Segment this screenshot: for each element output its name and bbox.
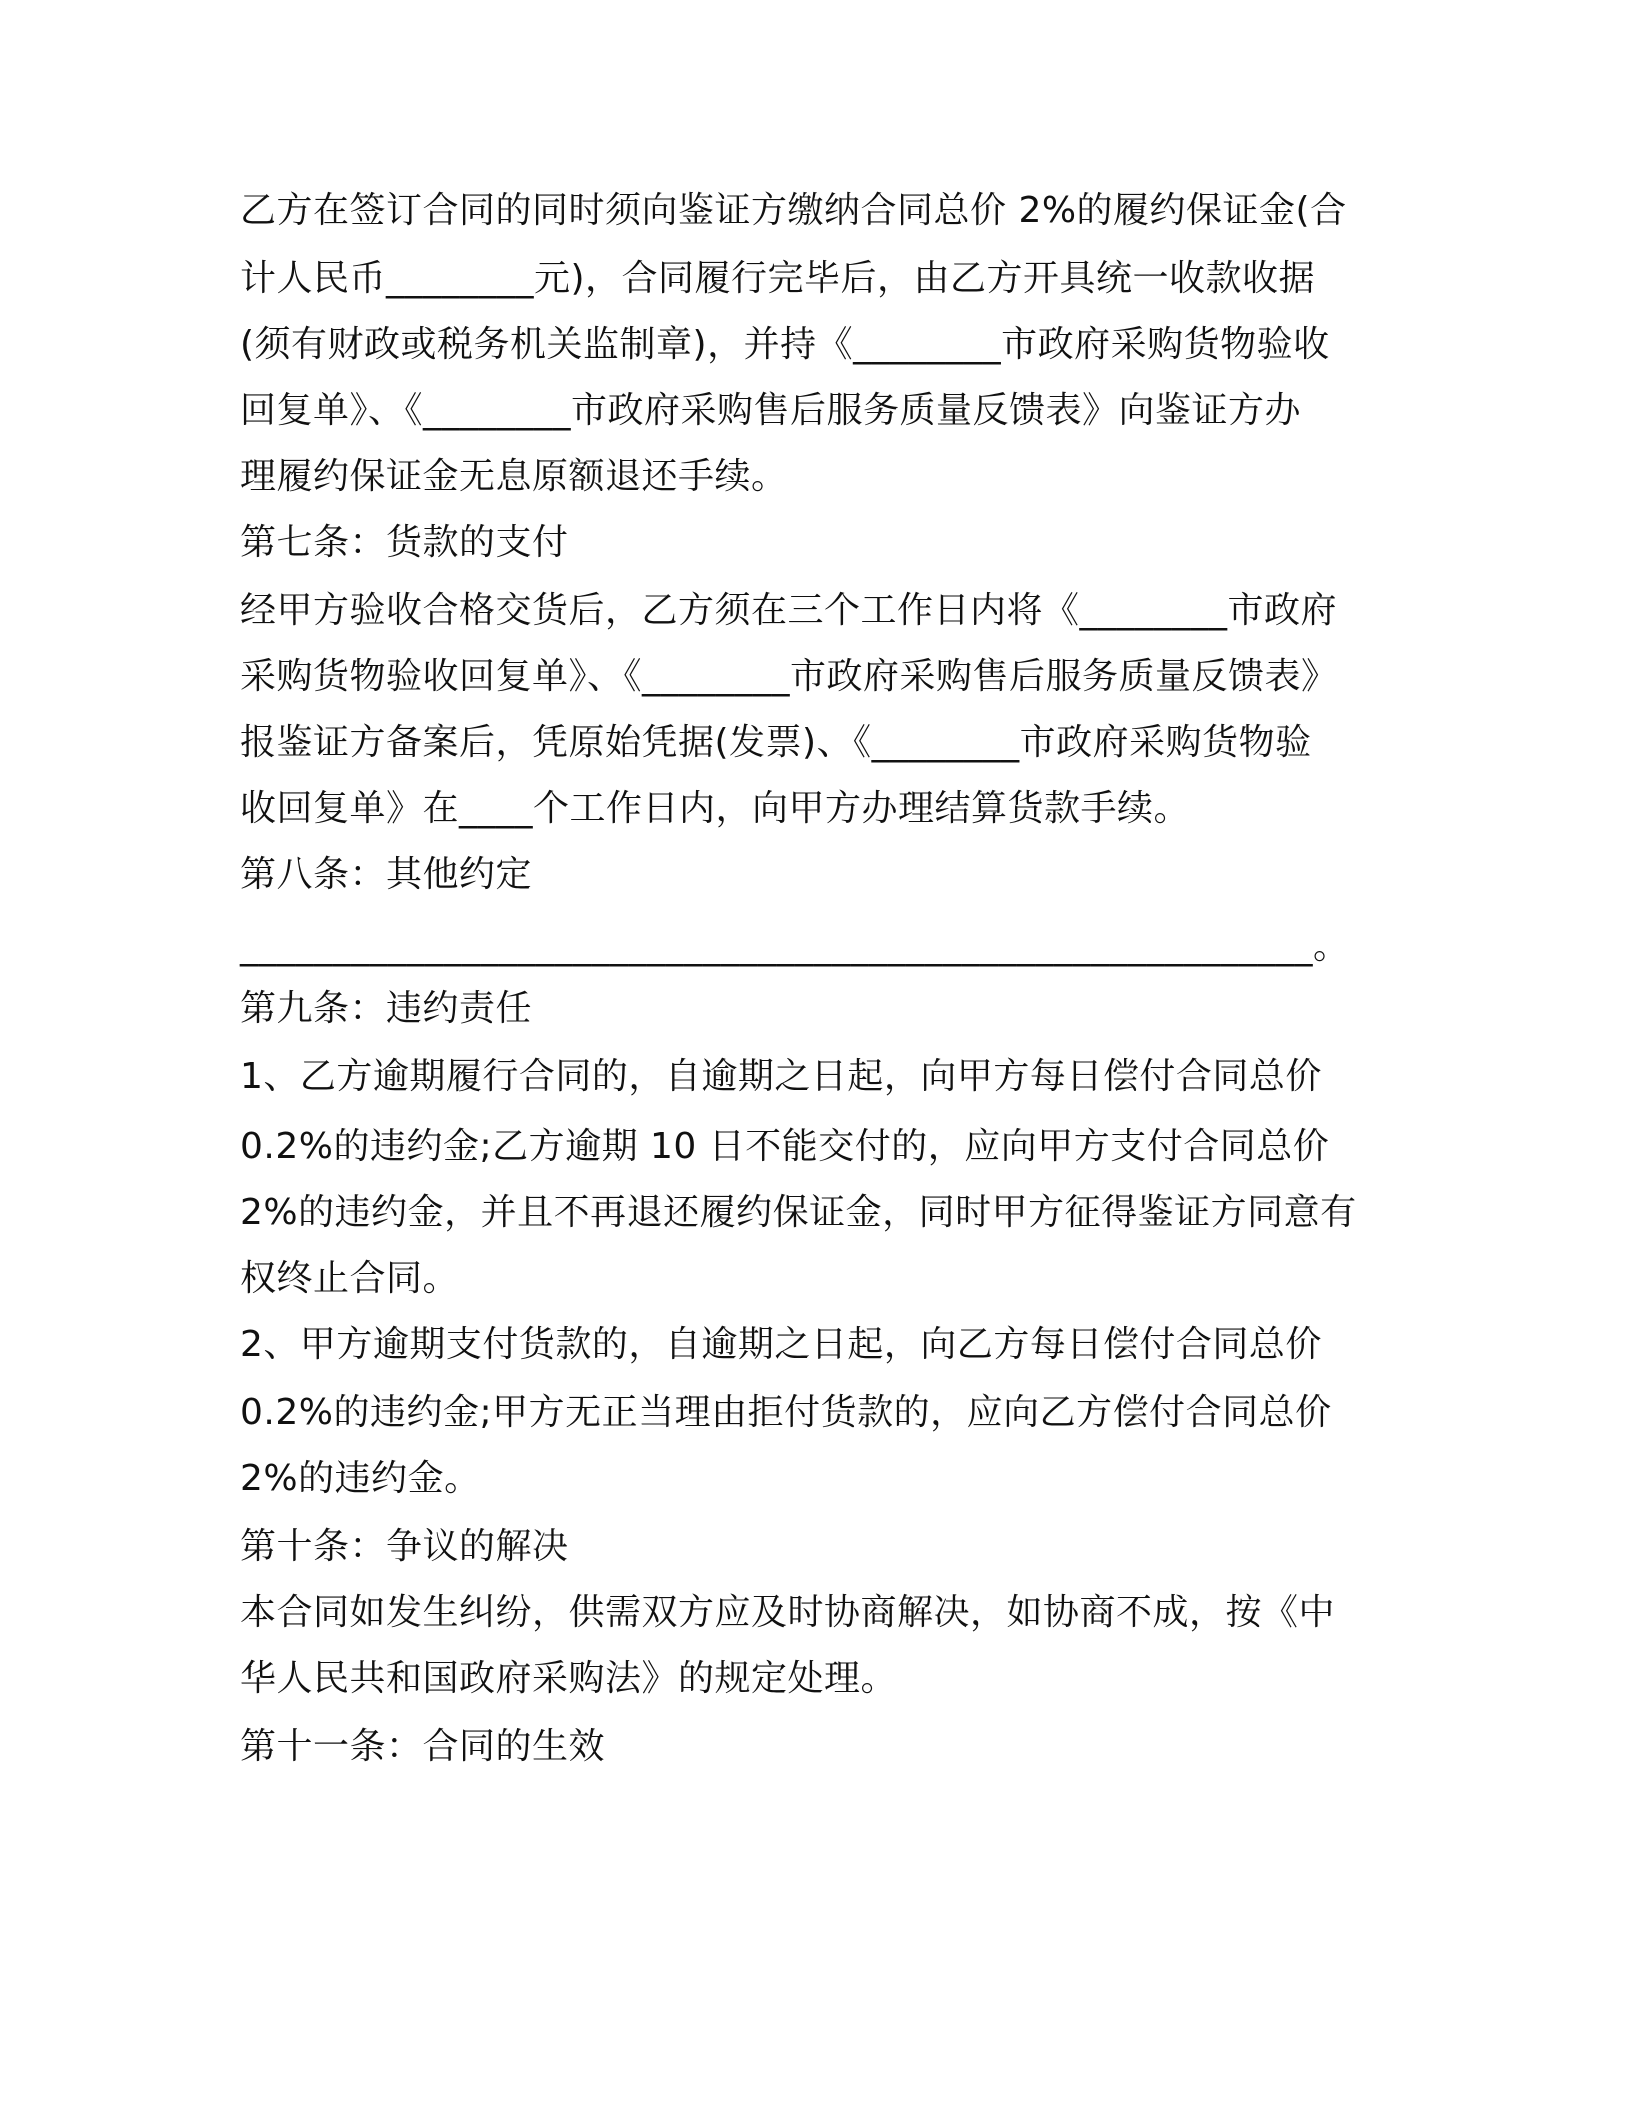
body-text-line: 2%的违约金。 bbox=[240, 1458, 481, 1499]
body-text-line: 2、甲方逾期支付货款的，自逾期之日起，向乙方每日偿付合同总价 bbox=[240, 1324, 1322, 1365]
body-text-line: 2%的违约金，并且不再退还履约保证金，同时甲方征得鉴证方同意有 bbox=[240, 1192, 1357, 1233]
body-text-line: 理履约保证金无息原额退还手续。 bbox=[240, 456, 788, 497]
body-text-line: 计人民币________元)，合同履行完毕后，由乙方开具统一收款收据 bbox=[240, 258, 1316, 299]
section-heading: 第十一条：合同的生效 bbox=[240, 1726, 606, 1767]
body-text-line: 权终止合同。 bbox=[240, 1258, 460, 1299]
blank-fill-line: __________________________________________________________。 bbox=[240, 926, 1350, 967]
body-text-line: 0.2%的违约金;甲方无正当理由拒付货款的，应向乙方偿付合同总价 bbox=[240, 1392, 1332, 1433]
body-text-line: 收回复单》在____个工作日内，向甲方办理结算货款手续。 bbox=[240, 788, 1191, 829]
section-heading: 第十条：争议的解决 bbox=[240, 1526, 569, 1567]
body-text-line: (须有财政或税务机关监制章)，并持《________市政府采购货物验收 bbox=[240, 324, 1330, 365]
section-heading: 第八条：其他约定 bbox=[240, 854, 533, 895]
body-text-line: 乙方在签订合同的同时须向鉴证方缴纳合同总价 2%的履约保证金(合 bbox=[240, 190, 1347, 231]
section-heading: 第九条：违约责任 bbox=[240, 988, 533, 1029]
body-text-line: 报鉴证方备案后，凭原始凭据(发票)、《________市政府采购货物验 bbox=[240, 722, 1312, 763]
body-text-line: 本合同如发生纠纷，供需双方应及时协商解决，如协商不成，按《中 bbox=[240, 1592, 1336, 1633]
body-text-line: 1、乙方逾期履行合同的，自逾期之日起，向甲方每日偿付合同总价 bbox=[240, 1056, 1322, 1097]
body-text-line: 0.2%的违约金;乙方逾期 10 日不能交付的，应向甲方支付合同总价 bbox=[240, 1126, 1330, 1167]
body-text-line: 经甲方验收合格交货后，乙方须在三个工作日内将《________市政府 bbox=[240, 590, 1338, 631]
body-text-line: 华人民共和国政府采购法》的规定处理。 bbox=[240, 1658, 898, 1699]
body-text-line: 回复单》、《________市政府采购售后服务质量反馈表》向鉴证方办 bbox=[240, 390, 1302, 431]
section-heading: 第七条：货款的支付 bbox=[240, 522, 569, 563]
body-text-line: 采购货物验收回复单》、《________市政府采购售后服务质量反馈表》 bbox=[240, 656, 1338, 697]
